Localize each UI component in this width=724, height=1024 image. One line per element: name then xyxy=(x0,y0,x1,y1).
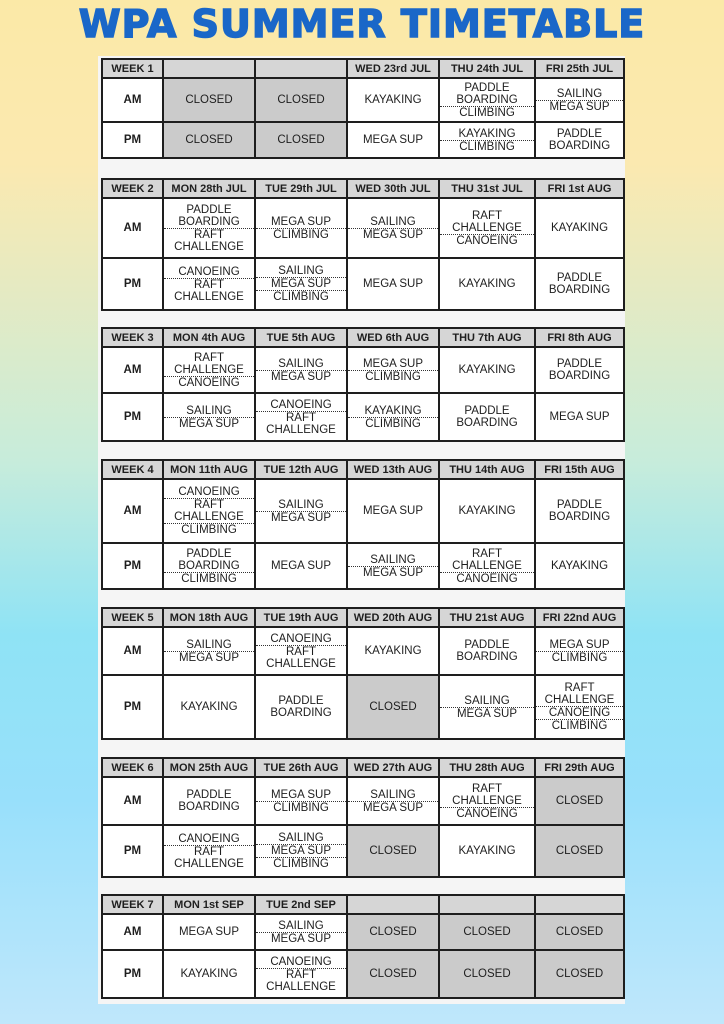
activity-cell xyxy=(255,258,347,310)
activity-cell xyxy=(347,479,439,543)
day-header: FRI 8th AUG xyxy=(535,328,624,347)
closed-label: CLOSED xyxy=(185,94,233,106)
activity-cell xyxy=(347,675,439,739)
activity-cell xyxy=(255,122,347,158)
activity-cell xyxy=(163,914,255,950)
activity-label: PADDLE BOARDING xyxy=(270,695,332,719)
activity-label: CANOEING xyxy=(178,832,240,845)
activity-label: CLIMBING xyxy=(440,106,534,119)
activity-label: CANOEING xyxy=(536,706,623,719)
activity-label: SAILING xyxy=(186,404,232,417)
am-label: AM xyxy=(102,914,163,950)
activity-cell xyxy=(347,950,439,998)
activity-label: MEGA SUP xyxy=(440,707,534,720)
day-header: TUE 2nd SEP xyxy=(255,895,347,914)
activity-cell xyxy=(255,78,347,122)
activity-label: MEGA SUP xyxy=(362,278,424,290)
week-label: WEEK 6 xyxy=(102,758,163,777)
closed-label: CLOSED xyxy=(369,701,417,713)
activity-cell xyxy=(535,627,624,675)
day-header: TUE 26th AUG xyxy=(255,758,347,777)
closed-label: CLOSED xyxy=(463,926,511,938)
activity-cell xyxy=(439,777,535,825)
closed-label: CLOSED xyxy=(369,926,417,938)
activity-label: MEGA SUP xyxy=(549,411,610,423)
activity-label: CLIMBING xyxy=(256,290,346,303)
day-header: FRI 15th AUG xyxy=(535,460,624,479)
pm-label: PM xyxy=(102,122,163,158)
activity-label: MEGA SUP xyxy=(549,638,610,651)
am-label: AM xyxy=(102,479,163,543)
week-table xyxy=(101,178,625,311)
activity-label: KAYAKING xyxy=(458,127,516,140)
pm-row xyxy=(102,543,624,589)
activity-cell xyxy=(255,347,347,393)
activity-label: SAILING xyxy=(278,919,324,932)
activity-label: RAFT CHALLENGE xyxy=(164,278,254,303)
am-row xyxy=(102,479,624,543)
activity-label: MEGA SUP xyxy=(270,788,332,801)
activity-label: MEGA SUP xyxy=(164,417,254,430)
activity-label: CLIMBING xyxy=(256,801,346,814)
day-header: FRI 25th JUL xyxy=(535,59,624,78)
pm-label: PM xyxy=(102,393,163,441)
closed-label: CLOSED xyxy=(185,134,233,146)
activity-cell xyxy=(439,78,535,122)
activity-cell xyxy=(535,258,624,310)
activity-label: KAYAKING xyxy=(550,560,609,572)
activity-cell xyxy=(163,543,255,589)
activity-cell xyxy=(347,393,439,441)
am-row xyxy=(102,777,624,825)
closed-label: CLOSED xyxy=(277,94,325,106)
day-header: WED 13th AUG xyxy=(347,460,439,479)
closed-label: CLOSED xyxy=(555,795,604,807)
day-header: FRI 29th AUG xyxy=(535,758,624,777)
activity-label: MEGA SUP xyxy=(270,215,332,228)
day-header: THU 31st JUL xyxy=(439,179,535,198)
activity-label: KAYAKING xyxy=(550,222,609,234)
week-header-row xyxy=(102,895,624,914)
activity-label: RAFT CHALLENGE xyxy=(164,228,254,253)
activity-label: SAILING xyxy=(556,87,603,100)
activity-label: CLIMBING xyxy=(348,370,438,383)
activity-label: KAYAKING xyxy=(458,845,516,857)
activity-cell xyxy=(163,777,255,825)
activity-cell xyxy=(255,675,347,739)
activity-cell xyxy=(347,198,439,258)
activity-label: CLIMBING xyxy=(536,651,623,664)
activity-cell xyxy=(439,393,535,441)
activity-cell xyxy=(255,393,347,441)
activity-label: MEGA SUP xyxy=(536,100,623,113)
am-row xyxy=(102,914,624,950)
activity-label: RAFT CHALLENGE xyxy=(174,351,244,376)
activity-label: MEGA SUP xyxy=(362,505,424,517)
activity-cell xyxy=(535,914,624,950)
week-label: WEEK 4 xyxy=(102,460,163,479)
activity-label: MEGA SUP xyxy=(256,511,346,524)
day-header: TUE 29th JUL xyxy=(255,179,347,198)
activity-cell xyxy=(163,825,255,877)
pm-label: PM xyxy=(102,825,163,877)
activity-label: MEGA SUP xyxy=(256,277,346,290)
closed-label: CLOSED xyxy=(555,926,604,938)
day-header: THU 7th AUG xyxy=(439,328,535,347)
activity-cell xyxy=(255,777,347,825)
activity-cell xyxy=(163,78,255,122)
week-table xyxy=(101,607,625,740)
pm-label: PM xyxy=(102,258,163,310)
pm-row xyxy=(102,950,624,998)
pm-row xyxy=(102,675,624,739)
activity-label: SAILING xyxy=(370,553,416,566)
day-header: MON 28th JUL xyxy=(163,179,255,198)
activity-label: SAILING xyxy=(278,498,324,511)
week-header-row xyxy=(102,608,624,627)
day-header: TUE 12th AUG xyxy=(255,460,347,479)
activity-label: CANOEING xyxy=(440,807,534,820)
activity-label: PADDLE BOARDING xyxy=(548,272,611,296)
day-header: MON 11th AUG xyxy=(163,460,255,479)
activity-label: MEGA SUP xyxy=(270,560,332,572)
activity-label: CLIMBING xyxy=(440,140,534,153)
activity-cell xyxy=(347,627,439,675)
activity-label: MEGA SUP xyxy=(348,228,438,241)
activity-label: KAYAKING xyxy=(180,701,238,713)
week-header-row xyxy=(102,460,624,479)
activity-label: KAYAKING xyxy=(364,404,422,417)
activity-cell xyxy=(439,258,535,310)
day-header: WED 30th JUL xyxy=(347,179,439,198)
activity-cell xyxy=(255,479,347,543)
activity-label: MEGA SUP xyxy=(348,566,438,579)
week-label: WEEK 1 xyxy=(102,59,163,78)
activity-cell xyxy=(535,950,624,998)
closed-label: CLOSED xyxy=(555,968,604,980)
activity-cell xyxy=(439,950,535,998)
day-header: WED 23rd JUL xyxy=(347,59,439,78)
activity-label: MEGA SUP xyxy=(362,357,424,370)
activity-cell xyxy=(163,627,255,675)
activity-cell xyxy=(535,347,624,393)
activity-label: PADDLE BOARDING xyxy=(456,405,518,429)
week-table xyxy=(101,459,625,590)
pm-label: PM xyxy=(102,543,163,589)
day-header: MON 25th AUG xyxy=(163,758,255,777)
day-header: MON 1st SEP xyxy=(163,895,255,914)
activity-label: RAFT CHALLENGE xyxy=(452,547,522,572)
closed-label: CLOSED xyxy=(369,845,417,857)
activity-label: SAILING xyxy=(278,357,324,370)
week-table xyxy=(101,327,625,442)
activity-label: PADDLE BOARDING xyxy=(456,639,518,663)
activity-cell xyxy=(535,122,624,158)
activity-cell xyxy=(163,122,255,158)
activity-cell xyxy=(347,914,439,950)
activity-cell xyxy=(347,78,439,122)
activity-label: RAFT CHALLENGE xyxy=(452,209,522,234)
week-label: WEEK 7 xyxy=(102,895,163,914)
activity-label: SAILING xyxy=(464,694,510,707)
activity-cell xyxy=(535,777,624,825)
week-table xyxy=(101,894,625,999)
activity-cell xyxy=(347,347,439,393)
activity-cell xyxy=(255,543,347,589)
activity-cell xyxy=(163,198,255,258)
activity-label: MEGA SUP xyxy=(164,651,254,664)
activity-label: CLIMBING xyxy=(164,523,254,536)
activity-label: MEGA SUP xyxy=(256,370,346,383)
am-label: AM xyxy=(102,777,163,825)
pm-row xyxy=(102,393,624,441)
activity-cell xyxy=(255,950,347,998)
closed-label: CLOSED xyxy=(369,968,417,980)
am-row xyxy=(102,627,624,675)
activity-label: SAILING xyxy=(278,265,324,277)
activity-label: RAFT CHALLENGE xyxy=(452,782,522,807)
week-table xyxy=(101,58,625,159)
am-row xyxy=(102,347,624,393)
day-header: TUE 5th AUG xyxy=(255,328,347,347)
activity-cell xyxy=(535,825,624,877)
activity-cell xyxy=(439,543,535,589)
activity-label: KAYAKING xyxy=(458,278,516,290)
activity-cell xyxy=(347,543,439,589)
activity-label: MEGA SUP xyxy=(362,134,424,146)
day-header: FRI 1st AUG xyxy=(535,179,624,198)
activity-label: SAILING xyxy=(278,832,324,844)
activity-label: PADDLE BOARDING xyxy=(178,203,240,228)
activity-cell xyxy=(255,914,347,950)
week-label: WEEK 3 xyxy=(102,328,163,347)
day-header: THU 28th AUG xyxy=(439,758,535,777)
am-label: AM xyxy=(102,198,163,258)
pm-row xyxy=(102,825,624,877)
activity-label: SAILING xyxy=(370,215,416,228)
week-label: WEEK 5 xyxy=(102,608,163,627)
day-header: WED 6th AUG xyxy=(347,328,439,347)
activity-label: MEGA SUP xyxy=(256,932,346,945)
activity-cell xyxy=(535,479,624,543)
activity-cell xyxy=(347,777,439,825)
activity-cell xyxy=(439,627,535,675)
am-label: AM xyxy=(102,347,163,393)
pm-label: PM xyxy=(102,950,163,998)
activity-cell xyxy=(535,393,624,441)
day-header xyxy=(439,895,535,914)
activity-label: PADDLE BOARDING xyxy=(178,547,240,572)
activity-label: PADDLE BOARDING xyxy=(548,499,611,523)
day-header: FRI 22nd AUG xyxy=(535,608,624,627)
activity-label: CANOEING xyxy=(270,955,332,968)
activity-label: KAYAKING xyxy=(458,505,516,517)
activity-label: SAILING xyxy=(370,788,416,801)
activity-cell xyxy=(163,393,255,441)
activity-cell xyxy=(163,347,255,393)
activity-label: KAYAKING xyxy=(364,94,422,106)
closed-label: CLOSED xyxy=(463,968,511,980)
day-header: WED 20th AUG xyxy=(347,608,439,627)
page-title: WPA SUMMER TIMETABLE xyxy=(78,2,646,46)
am-row xyxy=(102,198,624,258)
pm-label: PM xyxy=(102,675,163,739)
activity-label: CANOEING xyxy=(270,632,332,645)
activity-label: KAYAKING xyxy=(364,645,422,657)
activity-label: RAFT CHALLENGE xyxy=(256,968,346,993)
activity-cell xyxy=(535,543,624,589)
pm-row xyxy=(102,258,624,310)
closed-label: CLOSED xyxy=(277,134,325,146)
activity-cell xyxy=(347,122,439,158)
day-header: THU 14th AUG xyxy=(439,460,535,479)
activity-label: CANOEING xyxy=(440,234,534,247)
activity-label: PADDLE BOARDING xyxy=(178,789,240,813)
activity-cell xyxy=(347,825,439,877)
activity-cell xyxy=(255,825,347,877)
day-header: TUE 19th AUG xyxy=(255,608,347,627)
activity-label: CLIMBING xyxy=(256,228,346,241)
activity-cell xyxy=(347,258,439,310)
activity-label: CANOEING xyxy=(270,398,332,411)
activity-cell xyxy=(439,825,535,877)
activity-label: KAYAKING xyxy=(458,364,516,376)
activity-label: CLIMBING xyxy=(536,719,623,732)
activity-label: KAYAKING xyxy=(180,968,238,980)
am-label: AM xyxy=(102,78,163,122)
day-header: MON 4th AUG xyxy=(163,328,255,347)
am-label: AM xyxy=(102,627,163,675)
day-header: MON 18th AUG xyxy=(163,608,255,627)
week-header-row xyxy=(102,758,624,777)
activity-label: PADDLE BOARDING xyxy=(456,81,518,106)
activity-label: CANOEING xyxy=(440,572,534,585)
closed-label: CLOSED xyxy=(555,845,604,857)
day-header: WED 27th AUG xyxy=(347,758,439,777)
day-header: THU 21st AUG xyxy=(439,608,535,627)
activity-cell xyxy=(535,675,624,739)
activity-label: CANOEING xyxy=(178,486,240,498)
activity-label: CANOEING xyxy=(164,376,254,389)
activity-label: CLIMBING xyxy=(164,572,254,585)
activity-label: MEGA SUP xyxy=(348,801,438,814)
week-table xyxy=(101,757,625,878)
activity-label: PADDLE BOARDING xyxy=(548,128,611,152)
activity-cell xyxy=(439,347,535,393)
activity-label: RAFT CHALLENGE xyxy=(256,645,346,670)
day-header xyxy=(163,59,255,78)
activity-cell xyxy=(163,950,255,998)
pm-row xyxy=(102,122,624,158)
activity-label: PADDLE BOARDING xyxy=(548,358,611,382)
activity-cell xyxy=(535,78,624,122)
activity-cell xyxy=(439,675,535,739)
activity-cell xyxy=(255,627,347,675)
activity-label: CLIMBING xyxy=(256,857,346,870)
day-header xyxy=(347,895,439,914)
day-header xyxy=(255,59,347,78)
activity-label: SAILING xyxy=(186,638,232,651)
activity-cell xyxy=(255,198,347,258)
activity-label: RAFT CHALLENGE xyxy=(164,845,254,870)
activity-label: RAFT CHALLENGE xyxy=(164,498,254,523)
day-header xyxy=(535,895,624,914)
activity-label: RAFT CHALLENGE xyxy=(544,682,615,706)
activity-cell xyxy=(535,198,624,258)
activity-label: MEGA SUP xyxy=(178,926,240,938)
activity-cell xyxy=(439,198,535,258)
activity-cell xyxy=(163,675,255,739)
week-header-row xyxy=(102,328,624,347)
activity-label: CANOEING xyxy=(178,265,240,278)
activity-cell xyxy=(439,914,535,950)
activity-cell xyxy=(439,479,535,543)
activity-cell xyxy=(439,122,535,158)
activity-label: RAFT CHALLENGE xyxy=(256,411,346,436)
activity-label: CLIMBING xyxy=(348,417,438,430)
activity-label: MEGA SUP xyxy=(256,844,346,857)
am-row xyxy=(102,78,624,122)
week-header-row xyxy=(102,59,624,78)
activity-cell xyxy=(163,479,255,543)
week-label: WEEK 2 xyxy=(102,179,163,198)
week-header-row xyxy=(102,179,624,198)
day-header: THU 24th JUL xyxy=(439,59,535,78)
activity-cell xyxy=(163,258,255,310)
